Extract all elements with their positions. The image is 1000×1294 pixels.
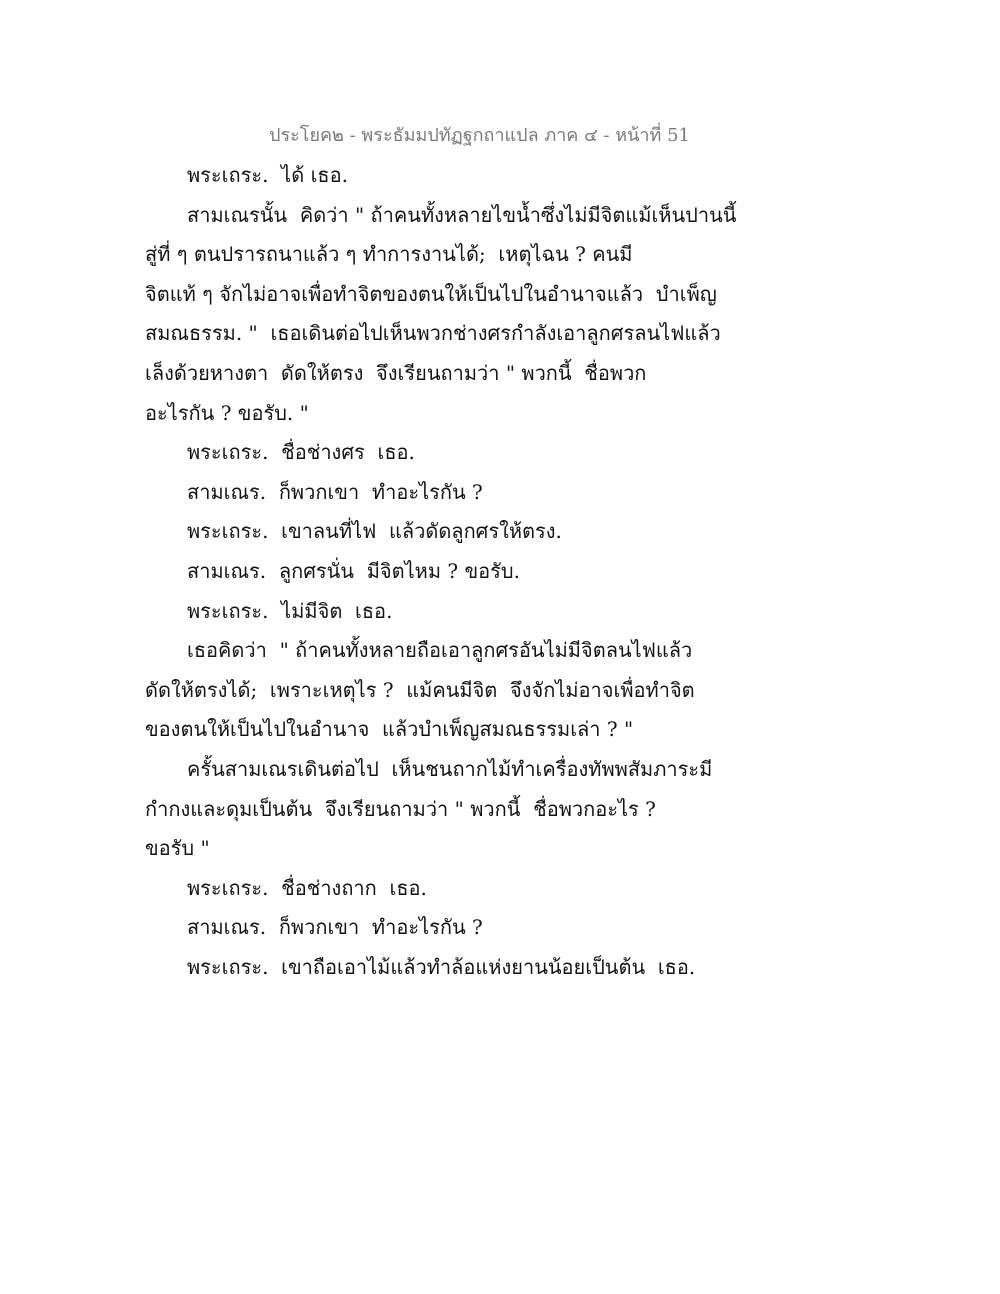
text-line: พระเถระ. ชื่อช่างถาก เธอ. xyxy=(187,875,427,900)
text-line: สู่ที่ ๆ ตนปรารถนาแล้ว ๆ ทำการงานได้; เหตุไฉน ? คนมี xyxy=(145,242,633,267)
text-line: อะไรกัน ? ขอรับ. " xyxy=(145,400,309,425)
text-line: เธอคิดว่า " ถ้าคนทั้งหลายถือเอาลูกศรอันไม่มีจิตลนไฟแล้ว xyxy=(187,638,693,663)
text-line: ของตนให้เป็นไปในอำนาจ แล้วบำเพ็ญสมณธรรมเล่า ? " xyxy=(145,717,634,742)
text-line: พระเถระ. ได้ เธอ. xyxy=(187,163,348,187)
text-line: เล็งด้วยหางตา ดัดให้ตรง จึงเรียนถามว่า " พวกนี้ ชื่อพวก xyxy=(145,360,647,385)
text-line: พระเถระ. เขาลนที่ไฟ แล้วดัดลูกศรให้ตรง. xyxy=(187,519,562,544)
text-line: กำกงและดุมเป็นต้น จึงเรียนถามว่า " พวกนี้ ชื่อพวกอะไร ? xyxy=(145,796,656,821)
text-line: สมณธรรม. " เธอเดินต่อไปเห็นพวกช่างศรกำลังเอาลูกศรลนไฟแล้ว xyxy=(145,321,721,346)
text-line: สามเณร. ก็พวกเขา ทำอะไรกัน ? xyxy=(187,915,483,940)
text-line: พระเถระ. เขาถือเอาไม้แล้วทำล้อแห่งยานน้อยเป็นต้น เธอ. xyxy=(187,954,696,979)
running-header: ประโยค๒ - พระธัมมปทัฏฐกถาแปล ภาค ๔ - หน้าที่ 51 xyxy=(269,125,690,146)
text-line: สามเณรนั้น คิดว่า " ถ้าคนทั้งหลายไขน้ำซึ่งไม่มีจิตแม้เห็นปานนี้ xyxy=(187,202,737,227)
text-line: พระเถระ. ไม่มีจิต เธอ. xyxy=(187,598,393,623)
text-line: ขอรับ " xyxy=(145,836,210,861)
text-line: จิตแท้ ๆ จักไม่อาจเพื่อทำจิตของตนให้เป็นไปในอำนาจแล้ว บำเพ็ญ xyxy=(145,281,717,306)
text-line: สามเณร. ก็พวกเขา ทำอะไรกัน ? xyxy=(187,479,483,504)
text-line: สามเณร. ลูกศรนั่น มีจิตไหม ? ขอรับ. xyxy=(187,558,520,583)
text-line: พระเถระ. ชื่อช่างศร เธอ. xyxy=(187,440,415,465)
text-line: ดัดให้ตรงได้; เพราะเหตุไร ? แม้คนมีจิต จึงจักไม่อาจเพื่อทำจิต xyxy=(145,677,695,702)
text-line: ครั้นสามเณรเดินต่อไป เห็นชนถากไม้ทำเครื่องทัพพสัมภาระมี xyxy=(187,756,713,781)
body-text xyxy=(145,156,945,987)
